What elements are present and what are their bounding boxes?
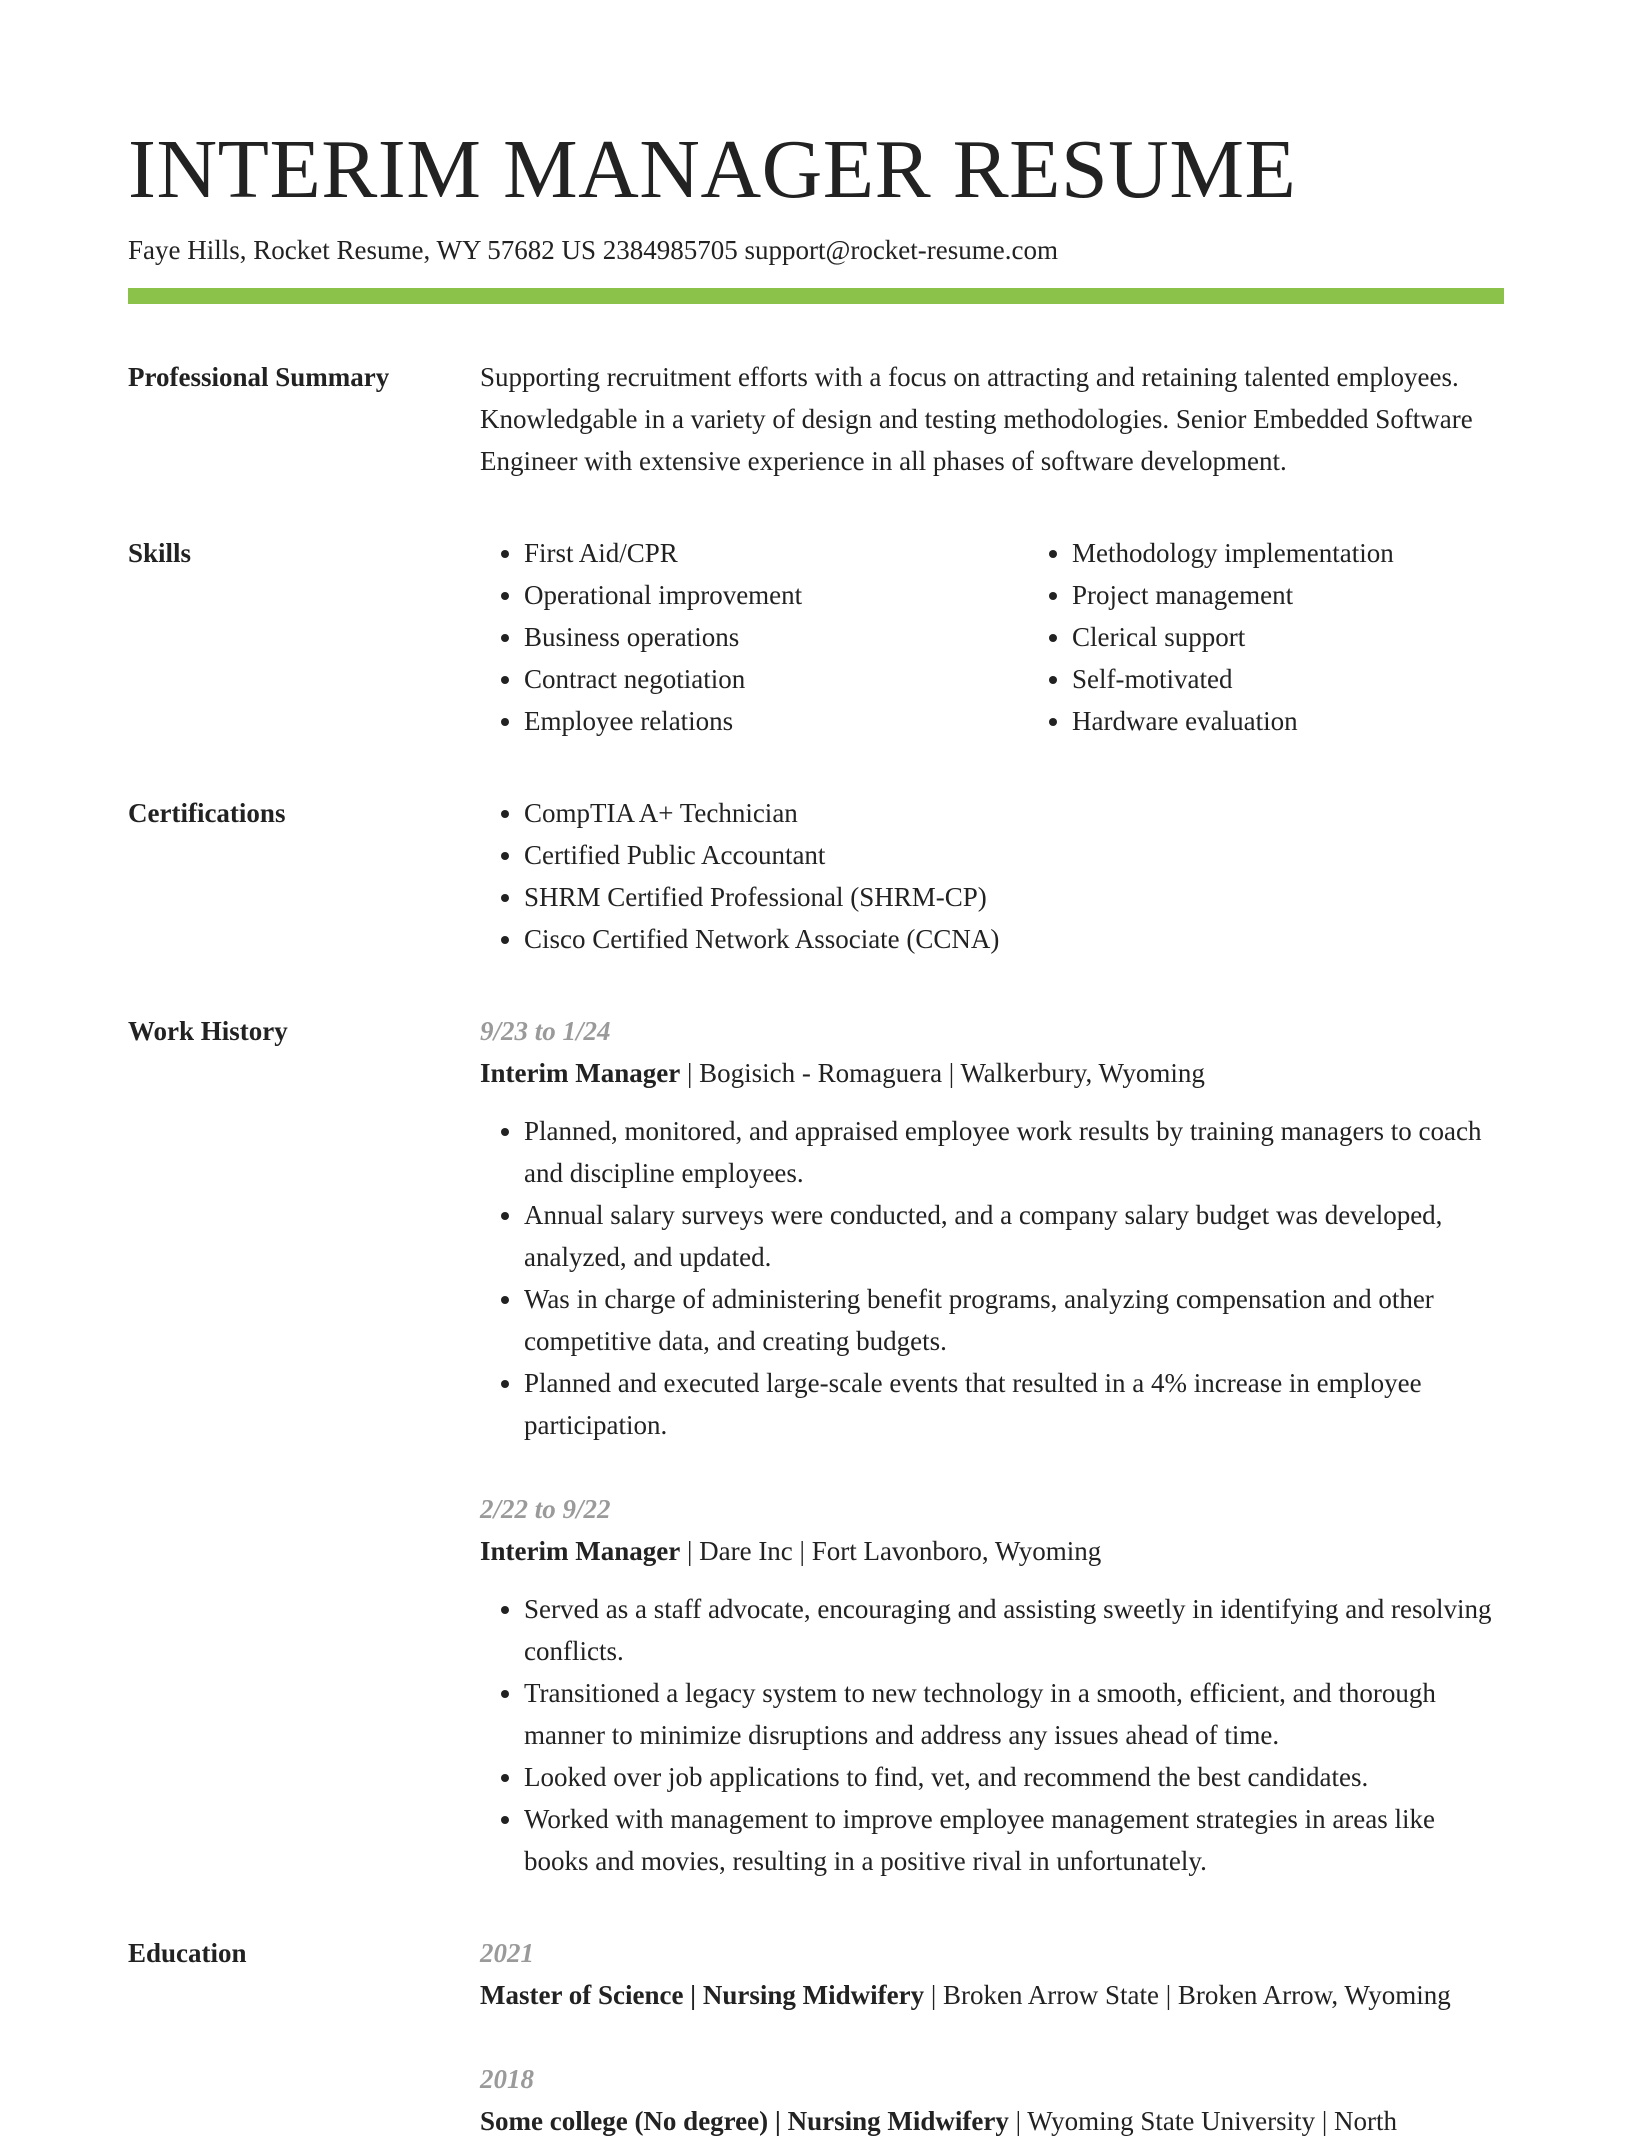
skills-list-left — [480, 532, 1028, 742]
skill-item: • Self-motivated — [1072, 658, 1576, 700]
certifications-section — [128, 792, 1504, 960]
skill-item: • Methodology implementation — [1072, 532, 1576, 574]
certifications-list — [480, 792, 1504, 960]
education-line — [480, 2100, 1504, 2142]
certification-item: • Certified Public Accountant — [524, 834, 1504, 876]
resume-page — [128, 0, 1504, 2142]
job-bullet: • Transitioned a legacy system to new technology in a smooth, efficient, and thorough manner to minimize disruptions and address any issues ahead of time. — [524, 1672, 1504, 1756]
skill-item: • Contract negotiation — [524, 658, 1028, 700]
education-entry — [480, 2058, 1504, 2142]
work-history-content — [480, 1010, 1504, 1882]
education-degree: Some college (No degree) | Nursing Midwifery — [480, 2106, 1009, 2136]
certifications-content — [480, 792, 1504, 960]
education-year: 2021 — [480, 1938, 534, 1968]
certifications-label: Certifications — [128, 798, 286, 828]
skill-item: • Employee relations — [524, 700, 1028, 742]
job-role-line — [480, 1530, 1504, 1572]
job-bullet: • Planned, monitored, and appraised employee work results by training managers to coach and discipline employees. — [524, 1110, 1504, 1194]
education-content — [480, 1932, 1504, 2142]
certification-item: • SHRM Certified Professional (SHRM-CP) — [524, 876, 1504, 918]
job-bullet: • Annual salary surveys were conducted, and a company salary budget was developed, analyzed, and updated. — [524, 1194, 1504, 1278]
job-title: Interim Manager — [480, 1536, 681, 1566]
skills-list-right — [1028, 532, 1576, 742]
resume-title: INTERIM MANAGER RESUME — [128, 123, 1297, 216]
job-bullet: • Was in charge of administering benefit programs, analyzing compensation and other competitive data, and creating budgets. — [524, 1278, 1504, 1362]
job-role-line — [480, 1052, 1504, 1094]
skill-item: • Project management — [1072, 574, 1576, 616]
job-bullet: • Worked with management to improve employee management strategies in areas like books and movies, resulting in a positive rival in unfortunately. — [524, 1798, 1504, 1882]
skills-section — [128, 532, 1504, 742]
job-dates: 2/22 to 9/22 — [480, 1494, 611, 1524]
summary-content — [480, 356, 1504, 482]
job-bullet: • Served as a staff advocate, encouraging and assisting sweetly in identifying and resolving conflicts. — [524, 1588, 1504, 1672]
job-bullet: • Planned and executed large-scale events that resulted in a 4% increase in employee participation. — [524, 1362, 1504, 1446]
education-degree: Master of Science | Nursing Midwifery — [480, 1980, 925, 2010]
job-details: | Bogisich - Romaguera | Walkerbury, Wyoming — [680, 1058, 1205, 1088]
work-history-section — [128, 1010, 1504, 1882]
summary-section — [128, 356, 1504, 482]
job-bullet: • Looked over job applications to find, vet, and recommend the best candidates. — [524, 1756, 1504, 1798]
education-details: | Wyoming State University | North — [1008, 2106, 1397, 2136]
job-entry — [480, 1488, 1504, 1882]
certification-item: • CompTIA A+ Technician — [524, 792, 1504, 834]
education-line — [480, 1974, 1504, 2016]
education-section — [128, 1932, 1504, 2142]
skill-item: • Hardware evaluation — [1072, 700, 1576, 742]
summary-label: Professional Summary — [128, 362, 390, 392]
job-title: Interim Manager — [480, 1058, 681, 1088]
education-details: | Broken Arrow State | Broken Arrow, Wyoming — [924, 1980, 1451, 2010]
skill-item: • First Aid/CPR — [524, 532, 1028, 574]
skill-item: • Business operations — [524, 616, 1028, 658]
skills-label: Skills — [128, 538, 192, 568]
education-year: 2018 — [480, 2064, 534, 2094]
skills-content — [480, 532, 1576, 742]
contact-line: Faye Hills, Rocket Resume, WY 57682 US 2384985705 support@rocket-resume.com — [128, 235, 1058, 265]
education-label: Education — [128, 1938, 247, 1968]
summary-text: Supporting recruitment efforts with a focus on attracting and retaining talented employees. Knowledgable in a variety of design and testing methodologies. Senior Embedded Software Engineer with extensive experience in all phases of software development. — [480, 362, 1473, 476]
job-details: | Dare Inc | Fort Lavonboro, Wyoming — [680, 1536, 1102, 1566]
job-bullets — [480, 1588, 1504, 1882]
work-history-label: Work History — [128, 1016, 288, 1046]
header-divider — [128, 288, 1504, 304]
skill-item: • Operational improvement — [524, 574, 1028, 616]
education-entry — [480, 1932, 1504, 2016]
job-bullets — [480, 1110, 1504, 1446]
certification-item: • Cisco Certified Network Associate (CCNA) — [524, 918, 1504, 960]
skill-item: • Clerical support — [1072, 616, 1576, 658]
job-dates: 9/23 to 1/24 — [480, 1016, 611, 1046]
job-entry — [480, 1010, 1504, 1446]
